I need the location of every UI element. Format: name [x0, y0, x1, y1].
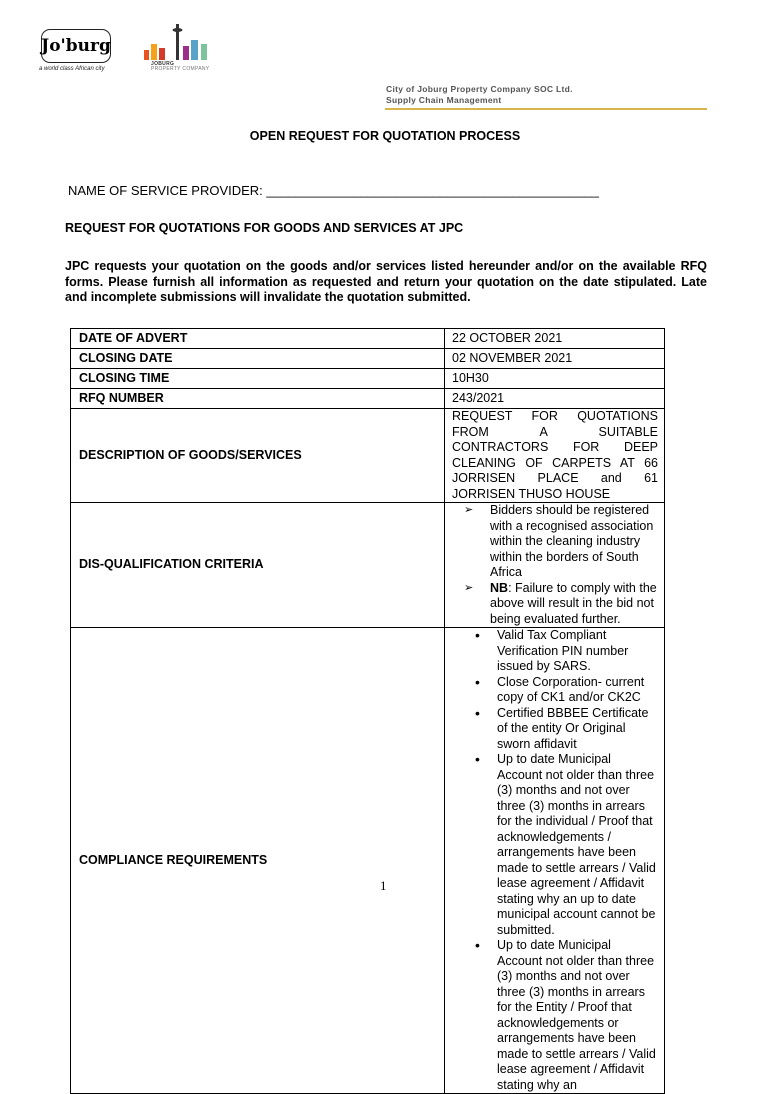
jpc-logo-text: [151, 62, 209, 72]
rfq-number-label: RFQ NUMBER: [71, 389, 445, 409]
closing-time-value: 10H30: [445, 369, 665, 389]
page-number: 1: [380, 878, 387, 893]
table-row: [71, 329, 665, 349]
jpc-logo-bar-6: [201, 44, 207, 60]
jpc-logo-bar-4: [183, 46, 189, 60]
compliance-label: COMPLIANCE REQUIREMENTS: [71, 628, 445, 1094]
closing-date-value: 02 NOVEMBER 2021: [445, 349, 665, 369]
list-item: • Up to date Municipal Account not older than three (3) months and not over three (3) months in arrears for the Entity / Proof that acknowledgements or arrangements have been made to settle arrears / Valid lease agreement / Affidavit stating why an: [497, 938, 658, 1093]
nb-text: : Failure to comply with the above will result in the bid not being evaluated further.: [490, 580, 657, 626]
list-item: • Certified BBBEE Certificate of the entity Or Original sworn affidavit: [497, 706, 658, 753]
intro-paragraph: JPC requests your quotation on the goods and/or services listed hereunder and/or on the available RFQ forms. Please furnish all information as requested and return your quotation on the date stipulated. Late and incomplete submissions will invalidate the quotation submitted.: [65, 259, 707, 304]
jpc-logo-bar-3: [159, 48, 165, 60]
joburg-logo: [41, 29, 111, 63]
closing-date-label: CLOSING DATE: [71, 349, 445, 369]
jpc-logo: [142, 18, 214, 62]
jpc-logo-bar-2: [151, 44, 157, 60]
section-heading: REQUEST FOR QUOTATIONS FOR GOODS AND SERVICES AT JPC: [65, 221, 464, 235]
company-name: City of Joburg Property Company SOC Ltd.: [386, 84, 573, 94]
disqualification-label: DIS-QUALIFICATION CRITERIA: [71, 503, 445, 628]
date-of-advert-label: DATE OF ADVERT: [71, 329, 445, 349]
rfq-number-value: 243/2021: [445, 389, 665, 409]
jpc-logo-tower-top: [173, 28, 183, 32]
joburg-logo-text: Jo'burg: [41, 36, 111, 56]
list-item: ➢ Bidders should be registered with a recognised association within the cleaning industry within the borders of South Africa: [490, 503, 658, 581]
table-row: [71, 503, 665, 628]
joburg-tagline: a world class African city: [39, 66, 105, 72]
rfq-details-table: [70, 328, 665, 1094]
document-title: OPEN REQUEST FOR QUOTATION PROCESS: [249, 129, 521, 143]
jpc-logo-line2: PROPERTY COMPANY: [151, 66, 210, 72]
table-row: [71, 349, 665, 369]
list-item: • Valid Tax Compliant Verification PIN number issued by SARS.: [497, 628, 658, 675]
nb-label: NB: [490, 580, 509, 595]
jpc-logo-line1: JOBURG: [151, 61, 175, 67]
table-row: [71, 409, 665, 503]
compliance-list: [452, 628, 658, 1093]
letterhead: [386, 84, 573, 106]
closing-time-label: CLOSING TIME: [71, 369, 445, 389]
list-item: • Close Corporation- current copy of CK1 and/or CK2C: [497, 675, 658, 706]
disqualification-list: [452, 503, 658, 627]
description-label: DESCRIPTION OF GOODS/SERVICES: [71, 409, 445, 503]
list-item: [490, 581, 658, 628]
header-divider: [385, 108, 707, 110]
disqualification-value: [445, 503, 665, 628]
date-of-advert-value: 22 OCTOBER 2021: [445, 329, 665, 349]
list-item: • Up to date Municipal Account not older than three (3) months and not over three (3) months in arrears for the individual / Proof that acknowledgements / arrangements have been made to settle arrears / Valid lease agreement / Affidavit stating why an up to date municipal account cannot be submitted.: [497, 752, 658, 938]
service-provider-field: NAME OF SERVICE PROVIDER: ______________________________________________: [68, 183, 599, 198]
department-name: Supply Chain Management: [386, 95, 502, 105]
jpc-logo-bar-5: [191, 40, 198, 60]
table-row: [71, 369, 665, 389]
description-value: REQUEST FOR QUOTATIONS FROM A SUITABLE CONTRACTORS FOR DEEP CLEANING OF CARPETS AT 66 JORRISEN PLACE and 61 JORRISEN THUSO HOUSE: [445, 409, 665, 503]
table-row: [71, 389, 665, 409]
jpc-logo-bar-1: [144, 50, 149, 60]
